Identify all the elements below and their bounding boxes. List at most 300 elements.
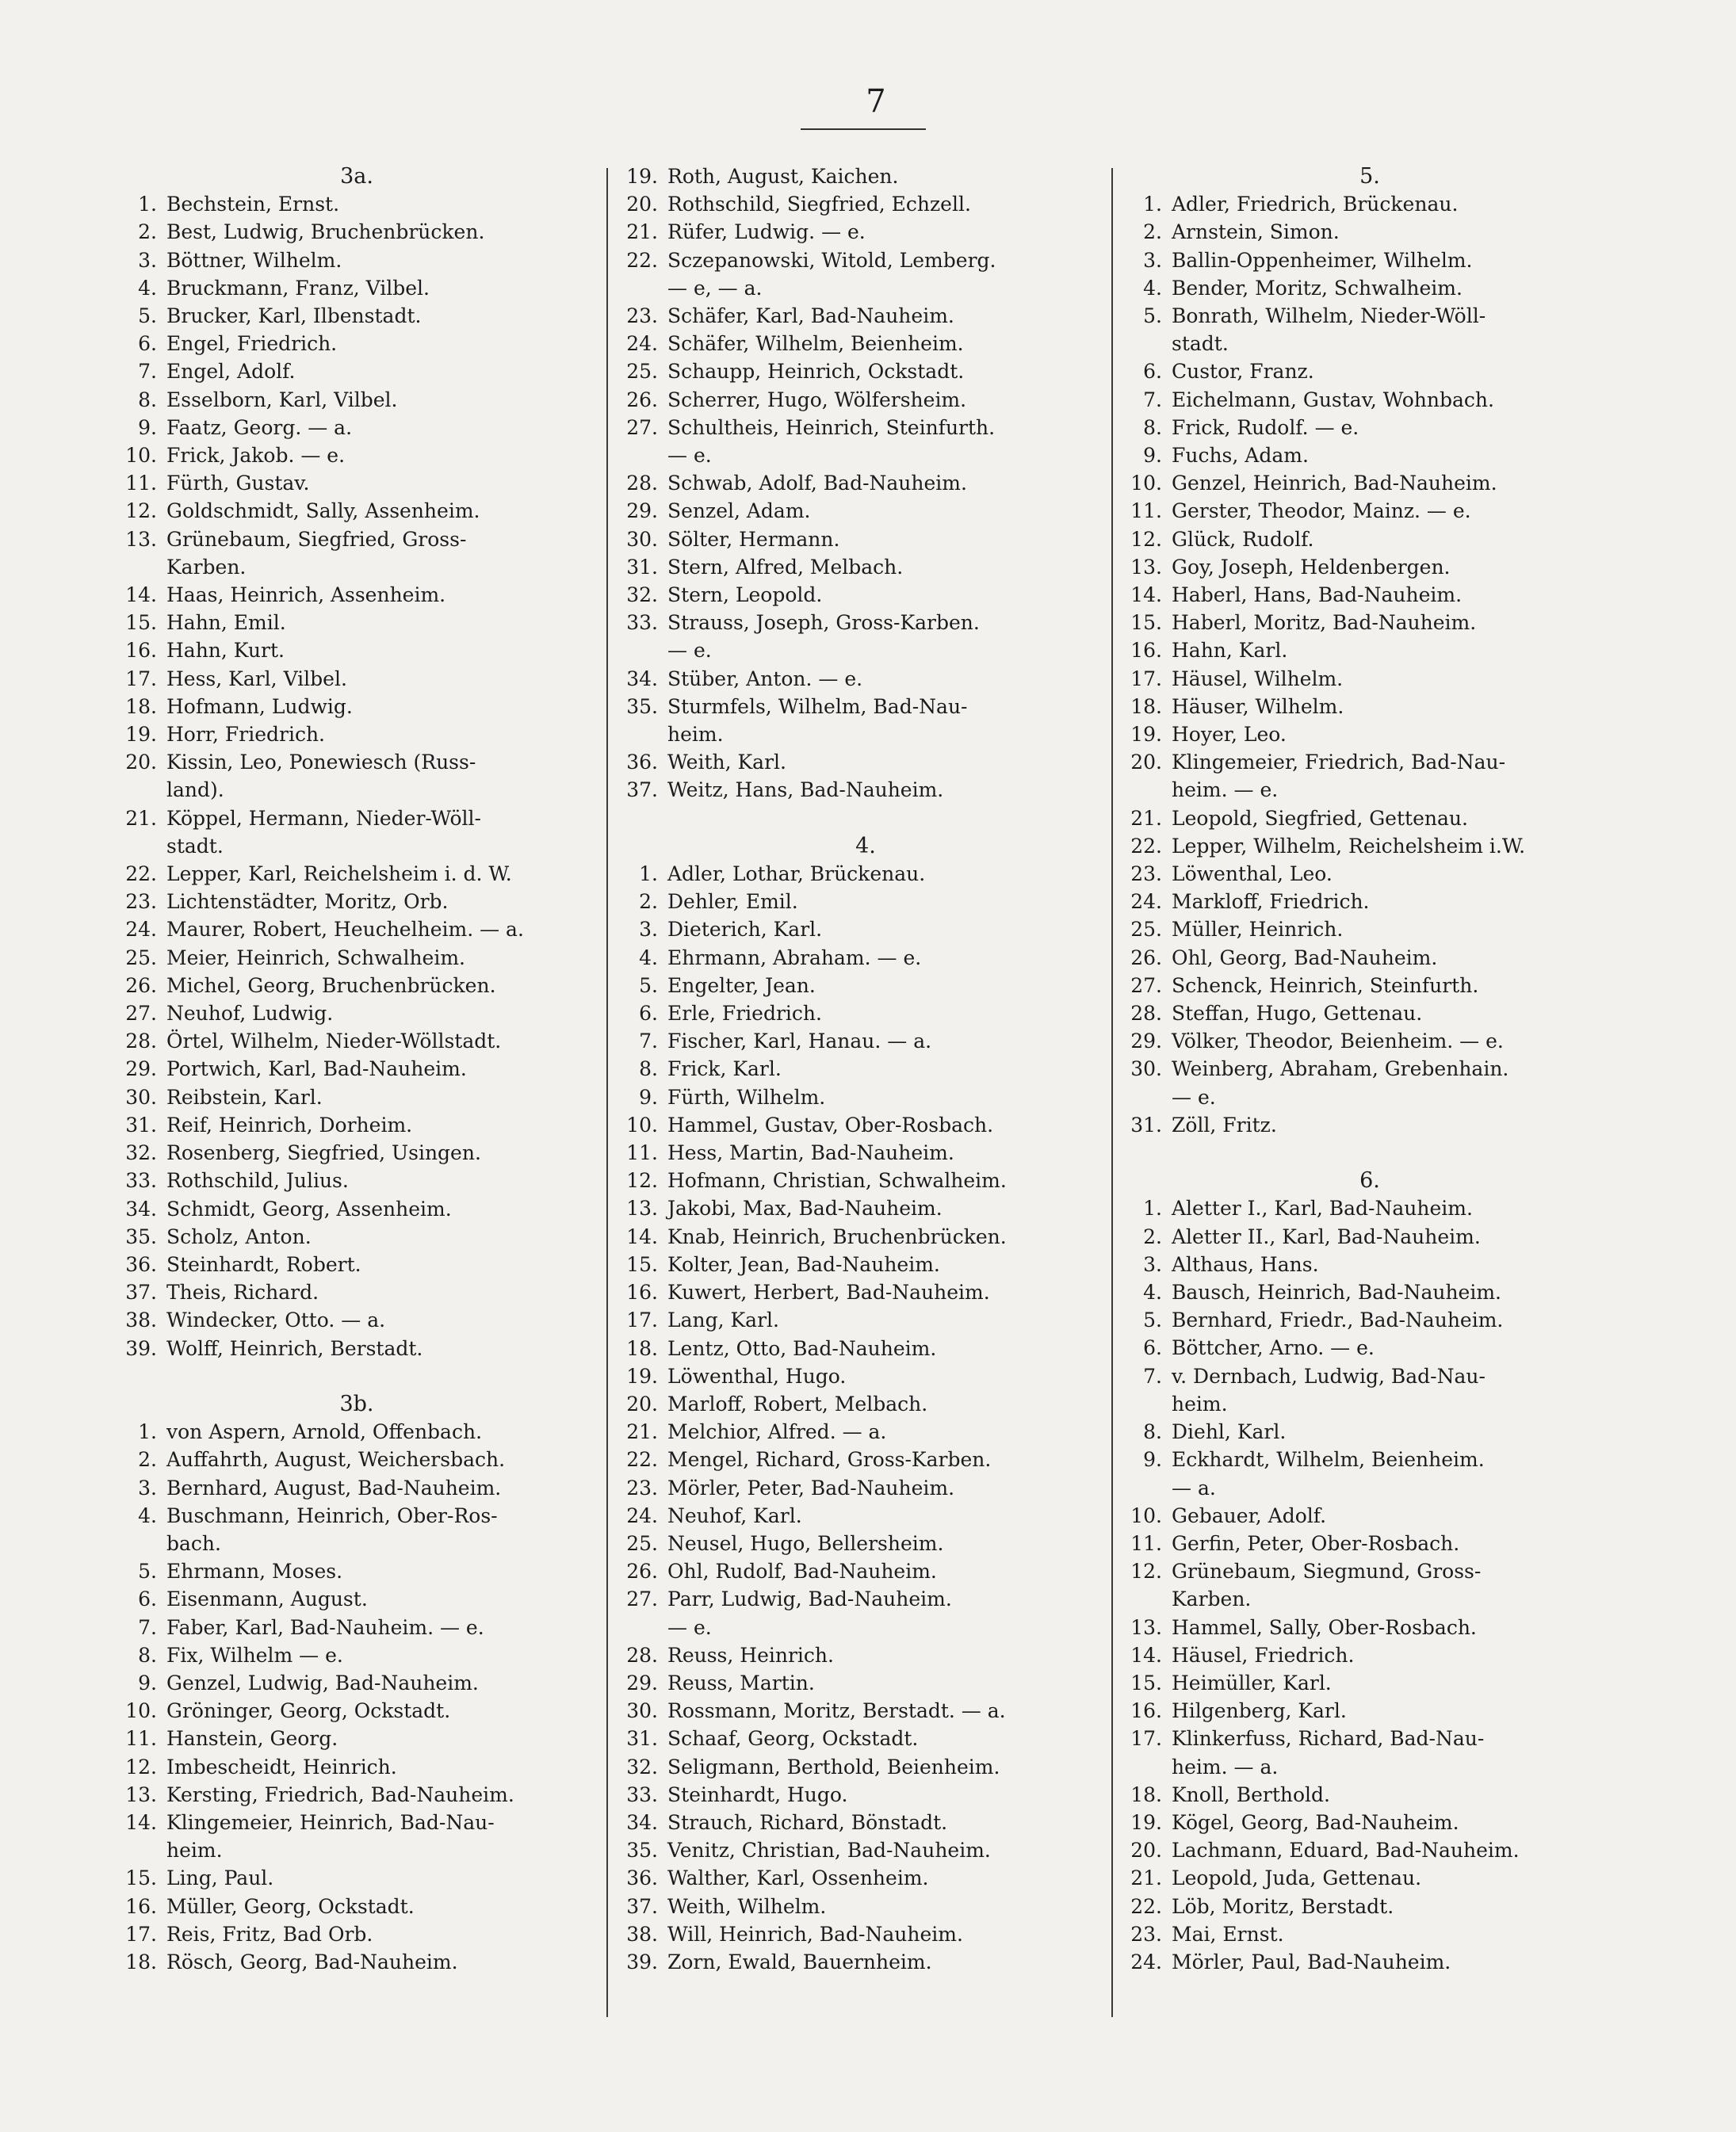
entry-text: Grünebaum, Siegmund, Gross- Karben. (1172, 1560, 1482, 1611)
entry-number: 29. (1130, 1030, 1162, 1053)
entry-text: Ehrmann, Moses. (166, 1560, 343, 1584)
entry-text: Genzel, Ludwig, Bad-Nauheim. (166, 1671, 479, 1695)
entry-text: Engel, Friedrich. (166, 332, 338, 356)
entry-number: 10. (1130, 1503, 1162, 1527)
entry-text: Haberl, Moritz, Bad-Nauheim. (1172, 611, 1477, 635)
entry-text: Ohl, Rudolf, Bad-Nauheim. (667, 1560, 937, 1584)
entry-text: Gröninger, Georg, Ockstadt. (166, 1699, 451, 1723)
section-heading: 6. (1359, 1168, 1380, 1194)
entry-number: 11. (1130, 499, 1162, 523)
list-item (620, 1474, 1111, 1502)
list-item (620, 1083, 1111, 1111)
entry-text: Schultheis, Heinrich, Steinfurth. — e. (667, 415, 996, 468)
entry-text: Eichelmann, Gustav, Wohnbach. (1172, 388, 1494, 411)
entry-text: Genzel, Heinrich, Bad-Nauheim. (1172, 472, 1497, 495)
entry-number: 21. (1130, 806, 1162, 830)
entry-number: 26. (1130, 946, 1162, 969)
list-item (119, 720, 595, 748)
entry-number: 14. (626, 1225, 658, 1248)
page-number-rule (801, 128, 926, 130)
list-item (620, 1418, 1111, 1446)
entry-text: Bausch, Heinrich, Bad-Nauheim. (1172, 1281, 1501, 1305)
list-item (119, 302, 595, 330)
entry-number: 6. (138, 332, 157, 356)
list-item (1124, 804, 1616, 832)
entry-text: Diehl, Karl. (1172, 1420, 1287, 1444)
entry-number: 22. (125, 862, 157, 886)
entry-number: 3. (639, 918, 658, 942)
entry-number: 12. (125, 499, 157, 523)
entry-text: Schäfer, Karl, Bad-Nauheim. (667, 304, 954, 328)
entry-text: Rothschild, Julius. (166, 1169, 349, 1193)
entry-text: Parr, Ludwig, Bad-Nauheim. — e. (667, 1588, 952, 1639)
entry-text: Häusel, Friedrich. (1172, 1643, 1355, 1667)
entry-number: 33. (626, 1782, 658, 1806)
column-right (1124, 162, 1616, 1976)
entry-text: Hahn, Kurt. (166, 639, 285, 663)
list-item (1124, 1334, 1616, 1362)
entry-text: Klingemeier, Heinrich, Bad-Nau- heim. (166, 1810, 495, 1863)
list-item (1124, 441, 1616, 469)
list-item (620, 944, 1111, 972)
entry-number: 23. (626, 1476, 658, 1500)
entry-number: 4. (138, 1503, 157, 1527)
entry-number: 31. (1130, 1113, 1162, 1137)
entry-text: Eckhardt, Wilhelm, Beienheim. — a. (1172, 1448, 1485, 1500)
entry-text: Bechstein, Ernst. (166, 193, 340, 216)
entry-text: Steinhardt, Robert. (166, 1252, 361, 1276)
list-item (119, 1669, 595, 1697)
entry-text: Strauss, Joseph, Gross-Karben. — e. (667, 611, 980, 663)
list-item (1124, 609, 1616, 636)
column-divider-left (606, 168, 608, 2017)
entry-text: Rüfer, Ludwig. — e. (667, 220, 866, 244)
entry-number: 14. (125, 1810, 157, 1834)
list-item (1124, 553, 1616, 581)
entry-number: 28. (1130, 1002, 1162, 1026)
entry-number: 21. (1130, 1866, 1162, 1890)
list-item (620, 553, 1111, 581)
entry-number: 17. (125, 1922, 157, 1946)
list-item (119, 1920, 595, 1948)
list-item (119, 1418, 595, 1446)
entry-text: Fürth, Gustav. (166, 472, 310, 495)
list-item (119, 497, 595, 525)
entry-number: 16. (125, 639, 157, 663)
page-number: 7 (866, 83, 886, 120)
entry-number: 2. (138, 1448, 157, 1472)
list-item (1124, 1809, 1616, 1836)
entry-text: Ohl, Georg, Bad-Nauheim. (1172, 946, 1438, 969)
entry-number: 21. (626, 1420, 658, 1444)
entry-number: 1. (1143, 1197, 1162, 1221)
list-item (119, 1809, 595, 1864)
list-item (620, 1362, 1111, 1390)
entry-number: 38. (125, 1309, 157, 1332)
entry-number: 17. (1130, 1727, 1162, 1751)
entry-text: Mörler, Paul, Bad-Nauheim. (1172, 1950, 1451, 1973)
list-item (119, 804, 595, 860)
list-item (119, 1446, 595, 1473)
list-item (1124, 1502, 1616, 1530)
entry-number: 16. (1130, 639, 1162, 663)
list-item (1124, 1725, 1616, 1780)
list-item (1124, 832, 1616, 860)
list-item (620, 162, 1111, 190)
entry-text: Melchior, Alfred. — a. (667, 1420, 887, 1444)
entry-number: 8. (138, 1643, 157, 1667)
entry-number: 22. (1130, 1894, 1162, 1918)
entry-number: 32. (626, 1755, 658, 1779)
entry-text: Bernhard, Friedr., Bad-Nauheim. (1172, 1309, 1504, 1332)
entry-number: 9. (1143, 1448, 1162, 1472)
entry-text: Sturmfels, Wilhelm, Bad-Nau- heim. (667, 694, 968, 747)
list-item (620, 1836, 1111, 1864)
entry-number: 9. (639, 1085, 658, 1109)
entry-number: 1. (138, 1420, 157, 1444)
entry-text: Goy, Joseph, Heldenbergen. (1172, 555, 1451, 579)
entry-text: Ballin-Oppenheimer, Wilhelm. (1172, 248, 1473, 272)
entry-text: Schaaf, Georg, Ockstadt. (667, 1727, 919, 1751)
entry-text: Senzel, Adam. (667, 499, 811, 523)
list-item (119, 525, 595, 581)
entry-text: Klingemeier, Friedrich, Bad-Nau- heim. — e. (1172, 751, 1506, 802)
list-item (620, 386, 1111, 414)
entry-number: 19. (1130, 1810, 1162, 1834)
entry-number: 36. (626, 1866, 658, 1890)
entry-text: Sölter, Hermann. (667, 527, 840, 551)
entry-text: Hess, Martin, Bad-Nauheim. (667, 1141, 954, 1165)
entry-number: 1. (639, 862, 658, 886)
entry-text: Portwich, Karl, Bad-Nauheim. (166, 1057, 467, 1081)
entry-number: 16. (125, 1894, 157, 1918)
section-heading: 5. (1359, 164, 1380, 189)
entry-number: 19. (626, 165, 658, 188)
entry-number: 22. (626, 1448, 658, 1472)
list-item (1124, 497, 1616, 525)
entry-text: Steffan, Hugo, Gettenau. (1172, 1002, 1423, 1026)
entry-number: 8. (138, 388, 157, 411)
list-item (620, 1390, 1111, 1418)
entry-text: Arnstein, Simon. (1172, 220, 1340, 244)
list-item (1124, 1055, 1616, 1110)
entry-number: 10. (626, 1113, 658, 1137)
entry-text: Bruckmann, Franz, Vilbel. (166, 276, 430, 300)
entry-number: 37. (626, 778, 658, 802)
list-item (1124, 1836, 1616, 1864)
entry-text: Gerster, Theodor, Mainz. — e. (1172, 499, 1471, 523)
column-middle (620, 162, 1111, 1976)
entry-text: Knab, Heinrich, Bruchenbrücken. (667, 1225, 1007, 1248)
entry-number: 16. (626, 1281, 658, 1305)
entry-number: 13. (626, 1197, 658, 1221)
list-item (119, 915, 595, 943)
entry-text: Markloff, Friedrich. (1172, 890, 1370, 914)
entry-text: Stern, Alfred, Melbach. (667, 555, 904, 579)
entry-text: Theis, Richard. (166, 1281, 319, 1305)
entry-text: Neuhof, Ludwig. (166, 1002, 334, 1026)
entry-number: 12. (626, 1169, 658, 1193)
list-item (119, 274, 595, 302)
entry-text: Löwenthal, Hugo. (667, 1364, 847, 1388)
list-item (620, 581, 1111, 609)
entry-text: Hanstein, Georg. (166, 1727, 338, 1751)
entry-text: Scherrer, Hugo, Wölfersheim. (667, 388, 967, 411)
entry-number: 30. (626, 527, 658, 551)
entry-number: 3. (138, 248, 157, 272)
entry-text: Hess, Karl, Vilbel. (166, 667, 347, 690)
entry-text: Lepper, Wilhelm, Reichelsheim i.W. (1172, 834, 1526, 858)
entry-text: Hilgenberg, Karl. (1172, 1699, 1347, 1723)
column-left (119, 162, 595, 1976)
entry-text: Fischer, Karl, Hanau. — a. (667, 1030, 932, 1053)
list-item (620, 1893, 1111, 1920)
entry-text: Reif, Heinrich, Dorheim. (166, 1113, 413, 1137)
entry-text: Adler, Lothar, Brückenau. (667, 862, 926, 886)
entry-text: Hammel, Gustav, Ober-Rosbach. (667, 1113, 994, 1137)
list-item (620, 693, 1111, 748)
list-item (1124, 1781, 1616, 1809)
entry-text: Bender, Moritz, Schwalheim. (1172, 276, 1463, 300)
entry-text: Hofmann, Christian, Schwalheim. (667, 1169, 1007, 1193)
list-item (119, 888, 595, 915)
entry-text: Wolff, Heinrich, Berstadt. (166, 1336, 423, 1360)
entry-number: 35. (626, 1839, 658, 1863)
list-item (620, 525, 1111, 553)
entry-text: Böttcher, Arno. — e. (1172, 1336, 1375, 1360)
entry-text: Weith, Karl. (667, 751, 786, 774)
entry-text: Reibstein, Karl. (166, 1085, 323, 1109)
entry-text: Löwenthal, Leo. (1172, 862, 1333, 886)
entry-text: Brucker, Karl, Ilbenstadt. (166, 304, 422, 327)
entry-number: 32. (125, 1141, 157, 1165)
entry-text: Lang, Karl. (667, 1309, 779, 1332)
list-item (620, 1641, 1111, 1669)
entry-text: Horr, Friedrich. (166, 723, 325, 747)
entry-text: Knoll, Berthold. (1172, 1782, 1330, 1806)
entry-text: Lichtenstädter, Moritz, Orb. (166, 890, 449, 914)
list-item (620, 999, 1111, 1027)
entry-text: Scholz, Anton. (166, 1225, 312, 1248)
list-item (119, 1251, 595, 1278)
list-item (1124, 274, 1616, 302)
entry-number: 3. (1143, 248, 1162, 272)
list-item (119, 246, 595, 274)
entry-number: 19. (1130, 723, 1162, 747)
entry-number: 23. (1130, 862, 1162, 886)
entry-text: Eisenmann, August. (166, 1588, 368, 1611)
entry-text: Aletter II., Karl, Bad-Nauheim. (1172, 1225, 1481, 1248)
entry-text: Glück, Rudolf. (1172, 527, 1314, 551)
entry-number: 27. (1130, 973, 1162, 997)
entry-number: 20. (626, 193, 658, 216)
entry-text: Kolter, Jean, Bad-Nauheim. (667, 1252, 940, 1276)
list-item (1124, 1251, 1616, 1278)
entry-text: Hahn, Emil. (166, 611, 286, 635)
entry-number: 6. (138, 1588, 157, 1611)
list-item (119, 1585, 595, 1613)
entry-number: 31. (626, 1727, 658, 1751)
entry-text: Auffahrth, August, Weichersbach. (166, 1448, 506, 1472)
entry-text: Sczepanowski, Witold, Lemberg. — e, — a. (667, 248, 996, 300)
list-item (620, 665, 1111, 693)
entry-number: 15. (1130, 611, 1162, 635)
entry-text: Häuser, Wilhelm. (1172, 694, 1344, 718)
list-item (119, 414, 595, 441)
list-item (1124, 972, 1616, 999)
entry-text: Fürth, Wilhelm. (667, 1085, 826, 1109)
entry-number: 37. (626, 1894, 658, 1918)
list-item (119, 1306, 595, 1334)
list-item (119, 1474, 595, 1502)
list-item (620, 302, 1111, 330)
entry-number: 9. (138, 1671, 157, 1695)
list-item (119, 1055, 595, 1083)
entry-text: Reuss, Heinrich. (667, 1643, 834, 1667)
entry-number: 22. (626, 248, 658, 272)
entry-text: Lepper, Karl, Reichelsheim i. d. W. (166, 862, 512, 886)
entry-number: 13. (1130, 555, 1162, 579)
list-item (119, 693, 595, 720)
list-item (1124, 999, 1616, 1027)
entry-number: 5. (1143, 1309, 1162, 1332)
list-item (1124, 190, 1616, 218)
list-item (620, 748, 1111, 776)
list-item (1124, 357, 1616, 385)
entry-number: 19. (626, 1364, 658, 1388)
entry-number: 35. (125, 1225, 157, 1248)
entry-number: 20. (1130, 751, 1162, 774)
entry-number: 4. (1143, 1281, 1162, 1305)
entry-number: 2. (138, 220, 157, 244)
entry-number: 7. (138, 360, 157, 384)
list-item (620, 218, 1111, 246)
entry-number: 25. (1130, 918, 1162, 942)
entry-number: 10. (125, 444, 157, 468)
entry-text: Häusel, Wilhelm. (1172, 667, 1344, 690)
entry-number: 5. (1143, 304, 1162, 327)
entry-number: 11. (1130, 1531, 1162, 1555)
section-heading: 4. (855, 833, 876, 858)
entry-text: Löb, Moritz, Berstadt. (1172, 1894, 1394, 1918)
entry-text: Aletter I., Karl, Bad-Nauheim. (1172, 1197, 1473, 1221)
list-item (1124, 1446, 1616, 1501)
entry-text: Adler, Friedrich, Brückenau. (1172, 193, 1459, 216)
entry-number: 1. (1143, 193, 1162, 216)
entry-text: Grünebaum, Siegfried, Gross- Karben. (166, 527, 467, 579)
entry-text: Stüber, Anton. — e. (667, 667, 863, 690)
entry-text: Will, Heinrich, Bad-Nauheim. (667, 1922, 963, 1946)
entry-text: Heimüller, Karl. (1172, 1671, 1332, 1695)
entry-text: Hahn, Karl. (1172, 639, 1288, 663)
entry-number: 13. (125, 527, 157, 551)
entry-number: 34. (125, 1197, 157, 1221)
entry-text: Frick, Karl. (667, 1057, 782, 1081)
entry-text: Kersting, Friedrich, Bad-Nauheim. (166, 1782, 514, 1806)
entry-text: Faber, Karl, Bad-Nauheim. — e. (166, 1615, 484, 1639)
entry-text: Bonrath, Wilhelm, Nieder-Wöll- stadt. (1172, 304, 1486, 356)
list-item (1124, 1697, 1616, 1725)
list-item (1124, 386, 1616, 414)
entry-number: 28. (626, 472, 658, 495)
list-item (119, 469, 595, 497)
entry-number: 17. (626, 1309, 658, 1332)
entry-text: Strauch, Richard, Bönstadt. (667, 1810, 948, 1834)
entry-text: Müller, Georg, Ockstadt. (166, 1894, 415, 1918)
entry-text: Stern, Leopold. (667, 583, 823, 607)
entry-text: Dieterich, Karl. (667, 918, 823, 942)
list-item (620, 860, 1111, 888)
entry-text: Gerfin, Peter, Ober-Rosbach. (1172, 1531, 1460, 1555)
list-item (119, 1725, 595, 1752)
entry-number: 4. (639, 946, 658, 969)
entry-text: Seligmann, Berthold, Beienheim. (667, 1755, 1000, 1779)
entry-number: 4. (1143, 276, 1162, 300)
entry-number: 23. (125, 890, 157, 914)
entry-text: Schenck, Heinrich, Steinfurth. (1172, 973, 1479, 997)
list-item (620, 190, 1111, 218)
list-item (119, 218, 595, 246)
entry-text: Roth, August, Kaichen. (667, 165, 899, 188)
list-item (119, 1864, 595, 1892)
list-item (1124, 1194, 1616, 1222)
list-item (620, 1557, 1111, 1585)
entry-number: 15. (1130, 1671, 1162, 1695)
entry-number: 21. (626, 220, 658, 244)
list-item (119, 190, 595, 218)
entry-text: Dehler, Emil. (667, 890, 798, 914)
list-item (620, 357, 1111, 385)
entry-text: Frick, Jakob. — e. (166, 444, 346, 468)
entry-text: Michel, Georg, Bruchenbrücken. (166, 973, 496, 997)
entry-number: 38. (626, 1922, 658, 1946)
entry-number: 28. (125, 1030, 157, 1053)
entry-number: 28. (626, 1643, 658, 1667)
list-item (119, 1167, 595, 1194)
entry-number: 25. (626, 1531, 658, 1555)
list-item (620, 1697, 1111, 1725)
entry-text: Engelter, Jean. (667, 973, 816, 997)
entry-number: 33. (125, 1169, 157, 1193)
entry-text: Frick, Rudolf. — e. (1172, 415, 1359, 439)
list-item (620, 1809, 1111, 1836)
entry-number: 36. (626, 751, 658, 774)
list-item (1124, 915, 1616, 943)
list-item (1124, 888, 1616, 915)
entry-number: 1. (138, 193, 157, 216)
entry-text: Zöll, Fritz. (1172, 1113, 1277, 1137)
entry-text: Rothschild, Siegfried, Echzell. (667, 193, 971, 216)
list-item (1124, 1306, 1616, 1334)
list-item (620, 1669, 1111, 1697)
entry-text: Reuss, Martin. (667, 1671, 815, 1695)
list-item (119, 636, 595, 664)
entry-number: 6. (639, 1002, 658, 1026)
entry-text: Gebauer, Adolf. (1172, 1503, 1327, 1527)
entry-number: 4. (138, 276, 157, 300)
entry-number: 29. (626, 1671, 658, 1695)
entry-text: Haas, Heinrich, Assenheim. (166, 583, 446, 607)
entry-text: Meier, Heinrich, Schwalheim. (166, 946, 465, 969)
list-item (1124, 1557, 1616, 1613)
entry-number: 20. (626, 1392, 658, 1416)
entry-number: 31. (626, 555, 658, 579)
list-item (119, 1614, 595, 1641)
list-item (119, 1139, 595, 1167)
entry-number: 10. (1130, 472, 1162, 495)
entry-number: 34. (626, 1810, 658, 1834)
entry-text: Best, Ludwig, Bruchenbrücken. (166, 220, 485, 244)
